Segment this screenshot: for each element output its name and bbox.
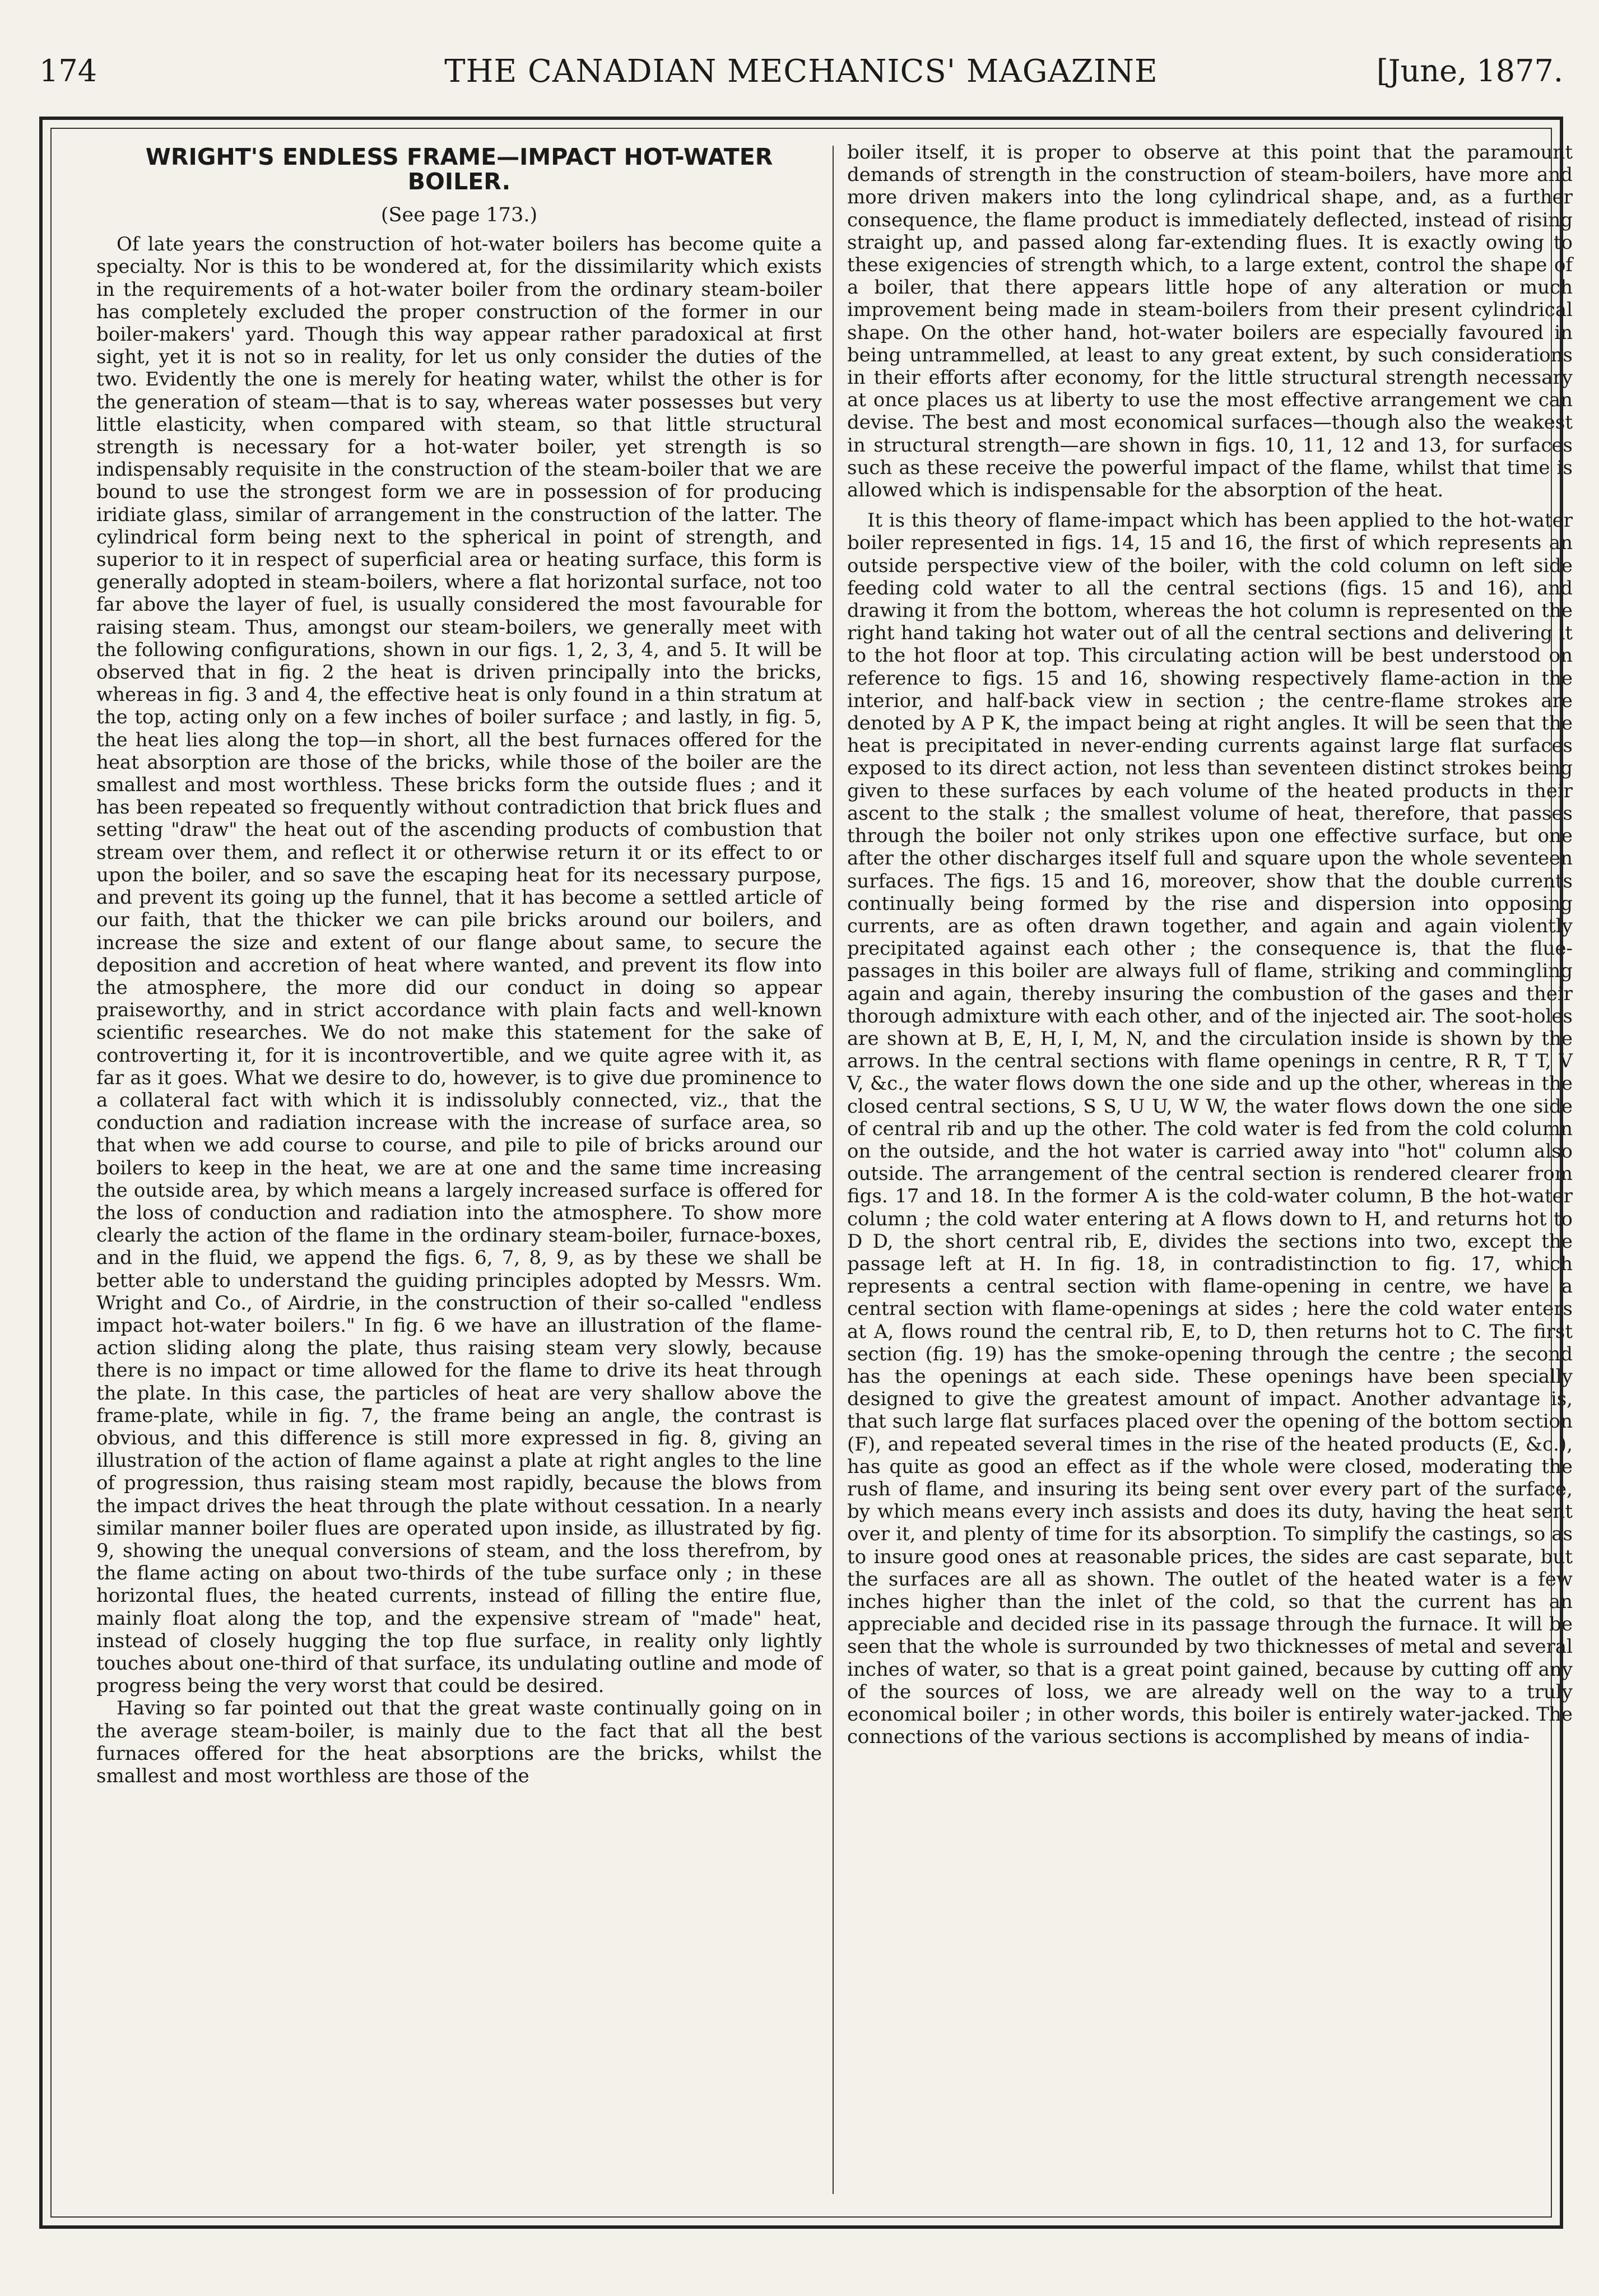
left-column xyxy=(96,141,822,1787)
page-number: 174 xyxy=(39,53,97,89)
see-page-note: (See page 173.) xyxy=(380,204,538,226)
right-column xyxy=(847,141,1573,1748)
body-paragraph: Of late years the construction of hot-water boilers has become quite a specialty. Nor is this to be wondered at, for the dissimilarity which exists in the requirements of a hot-water boiler from the ordinary steam-boiler has completely excluded the proper construction of the former in our boiler-makers' yard. Though this way appear rather paradoxical at first sight, yet it is not so in reality, for let us only consider the duties of the two. Evidently the one is merely for heating water, whilst the other is for the generation of steam—that is to say, whereas water possesses but very little elasticity, when compared with steam, so that little structural strength is necessary for a hot-water boiler, yet strength is so indispensably requisite in the construction of the steam-boiler that we are bound to use the strongest form we are in possession of for producing iridiate glass, similar of arrangement in the construction of the latter. The cylindrical form being next to the spherical in point of strength, and superior to it in respect of superficial area or heating surface, this form is generally adopted in steam-boilers, where a flat horizontal surface, not too far above the layer of fuel, is usually considered the most favourable for raising steam. Thus, amongst our steam-boilers, we generally meet with the following configurations, shown in our figs. 1, 2, 3, 4, and 5. It will be observed that in fig. 2 the heat is driven principally into the bricks, whereas in fig. 3 and 4, the effective heat is only found in a thin stratum at the top, acting only on a few inches of boiler surface ; and lastly, in fig. 5, the heat lies along the top—in short, all the best furnaces offered for the heat absorption are those of the bricks, while those of the boiler are the smallest and most worthless. These bricks form the outside flues ; and it has been repeated so frequently without contradiction that brick flues and setting "draw" the heat out of the ascending products of combustion that stream over them, and reflect it or otherwise return it or its effect to or upon the boiler, and so save the escaping heat for its necessary purpose, and prevent its going up the funnel, that it has become a settled article of our faith, that the thicker we can pile bricks around our boilers, and increase the size and extent of our flange about same, to secure the deposition and accretion of heat where wanted, and prevent its flow into the atmosphere, the more did our conduct in doing so appear praiseworthy, and in strict accordance with plain facts and well-known scientific researches. We do not make this statement for the sake of controverting it, for it is incontrovertible, and we quite agree with it, as far as it goes. What we desire to do, however, is to give due prominence to a collateral fact with which it is indissolubly connected, viz., that the conduction and radiation increase with the increase of surface area, so that when we add course to course, and pile to pile of bricks around our boilers to keep in the heat, we are at one and the same time increasing the outside area, by which means a largely increased surface is offered for the loss of conduction and radiation into the atmosphere. To show more clearly the action of the flame in the ordinary steam-boiler, furnace-boxes, and in the fluid, we append the figs. 6, 7, 8, 9, as by these we shall be better able to understand the guiding principles adopted by Messrs. Wm. Wright and Co., of Airdrie, in the construction of their so-called "endless impact hot-water boilers." In fig. 6 we have an illustration of the flame-action sliding along the plate, thus raising steam very slowly, because there is no impact or time allowed for the flame to drive its heat through the plate. In this case, the particles of heat are very shallow above the frame-plate, while in fig. 7, the frame being an angle, the contrast is obvious, and this difference is still more expressed in fig. 8, giving an illustration of the action of flame against a plate at right angles to the line of progression, thus raising steam most rapidly, because the blows from the impact drives the heat through the plate without cessation. In a nearly similar manner boiler flues are operated upon inside, as illustrated by fig. 9, showing the unequal conversions of steam, and the loss therefrom, by the flame acting on about two-thirds of the tube surface only ; in these horizontal flues, the heated currents, instead of filling the entire flue, mainly float along the top, and the expensive stream of "made" heat, instead of closely hugging the top flue surface, in reality only lightly touches about one-third of that surface, its undulating outline and mode of progress being the very worst that could be desired. xyxy=(96,233,822,1698)
page-header xyxy=(39,53,1563,98)
inner-frame xyxy=(50,128,1573,2218)
article-title: WRIGHT'S ENDLESS FRAME—IMPACT HOT-WATER BOILER. xyxy=(145,143,773,195)
masthead: THE CANADIAN MECHANICS' MAGAZINE xyxy=(444,53,1158,90)
body-paragraph: It is this theory of flame-impact which has been applied to the hot-water boiler represented in figs. 14, 15 and 16, the first of which represents an outside perspective view of the boiler, with the cold column on left side feeding cold water to all the central sections (figs. 15 and 16), and drawing it from the bottom, whereas the hot column is represented on the right hand taking hot water out of all the central sections and delivering it to the hot floor at top. This circulating action will be best understood on reference to figs. 15 and 16, showing respectively flame-action in the interior, and half-back view in section ; the centre-flame strokes are denoted by A P K, the impact being at right angles. It will be seen that the heat is precipitated in never-ending currents against large flat surfaces exposed to its direct action, not less than seventeen distinct strokes being given to these surfaces by each volume of the heated products in their ascent to the stalk ; the smallest volume of heat, therefore, that passes through the boiler not only strikes upon one effective surface, but one after the other discharges itself full and square upon the whole seventeen surfaces. The figs. 15 and 16, moreover, show that the double currents continually being formed by the rise and dispersion into opposing currents, are as often drawn together, and again and again violently precipitated against each other ; the consequence is, that the flue-passages in this boiler are always full of flame, striking and commingling again and again, thereby insuring the combustion of the gases and their thorough admixture with each other, and of the injected air. The soot-holes are shown at B, E, H, I, M, N, and the circulation inside is shown by the arrows. In the central sections with flame openings in centre, R R, T T, V V, &c., the water flows down the one side and up the other, whereas in the closed central sections, S S, U U, W W, the water flows down the one side of central rib and up the other. The cold water is fed from the cold column on the outside, and the hot water is carried away into "hot" column also outside. The arrangement of the central section is rendered clearer from figs. 17 and 18. In the former A is the cold-water column, B the hot-water column ; the cold water entering at A flows down to H, and returns hot to D D, the short central rib, E, divides the sections into two, except the passage left at H. In fig. 18, in contradistinction to fig. 17, which represents a central section with flame-opening in centre, we have a central section with flame-openings at sides ; here the cold water enters at A, flows round the central rib, E, to D, then returns hot to C. The first section (fig. 19) has the smoke-opening through the centre ; the second has the openings at each side. These openings have been specially designed to give the greatest amount of impact. Another advantage is, that such large flat surfaces placed over the opening of the bottom section (F), and repeated several times in the rise of the heated products (E, &c.), has quite as good an effect as if the whole were closed, moderating the rush of flame, and insuring its being sent over every part of the surface, by which means every inch assists and does its duty, having the heat sent over it, and plenty of time for its absorption. To simplify the castings, so as to insure good ones at reasonable prices, the sides are cast separate, but the surfaces are all as shown. The outlet of the heated water is a few inches higher than the inlet of the cold, so that the current has an appreciable and decided rise in its passage through the furnace. It will be seen that the whole is surrounded by two thicknesses of metal and several inches of water, so that is a great point gained, because by cutting off any of the sources of loss, we are already well on the way to a truly economical boiler ; in other words, this boiler is entirely water-jacked. The connections of the various sections is accomplished by means of india- xyxy=(847,509,1573,1749)
issue-date: [June, 1877. xyxy=(1376,53,1563,89)
body-paragraph: boiler itself, it is proper to observe at this point that the paramount demands of strength in the construction of steam-boilers, have more and more driven makers into the long cylindrical shape, and, as a further consequence, the flame product is immediately deflected, instead of rising straight up, and passed along far-extending flues. It is exactly owing to these exigencies of strength which, to a large extent, control the shape of a boiler, that there appears little hope of any alteration or much improvement being made in steam-boilers from their present cylindrical shape. On the other hand, hot-water boilers are especially favoured in being untrammelled, at least to any great extent, by such considerations in their efforts after economy, for the little structural strength necessary at once places us at liberty to use the most effective arrangement we can devise. The best and most economical surfaces—though also the weakest in structural strength—are shown in figs. 10, 11, 12 and 13, for surfaces such as these receive the powerful impact of the flame, whilst that time is allowed which is indispensable for the absorption of the heat. xyxy=(847,141,1573,502)
body-paragraph: Having so far pointed out that the great waste continually going on in the average steam-boiler, is mainly due to the fact that all the best furnaces offered for the heat absorptions are the bricks, whilst the smallest and most worthless are those of the xyxy=(96,1697,822,1788)
page-frame xyxy=(39,117,1573,2229)
column-divider xyxy=(833,146,834,2194)
